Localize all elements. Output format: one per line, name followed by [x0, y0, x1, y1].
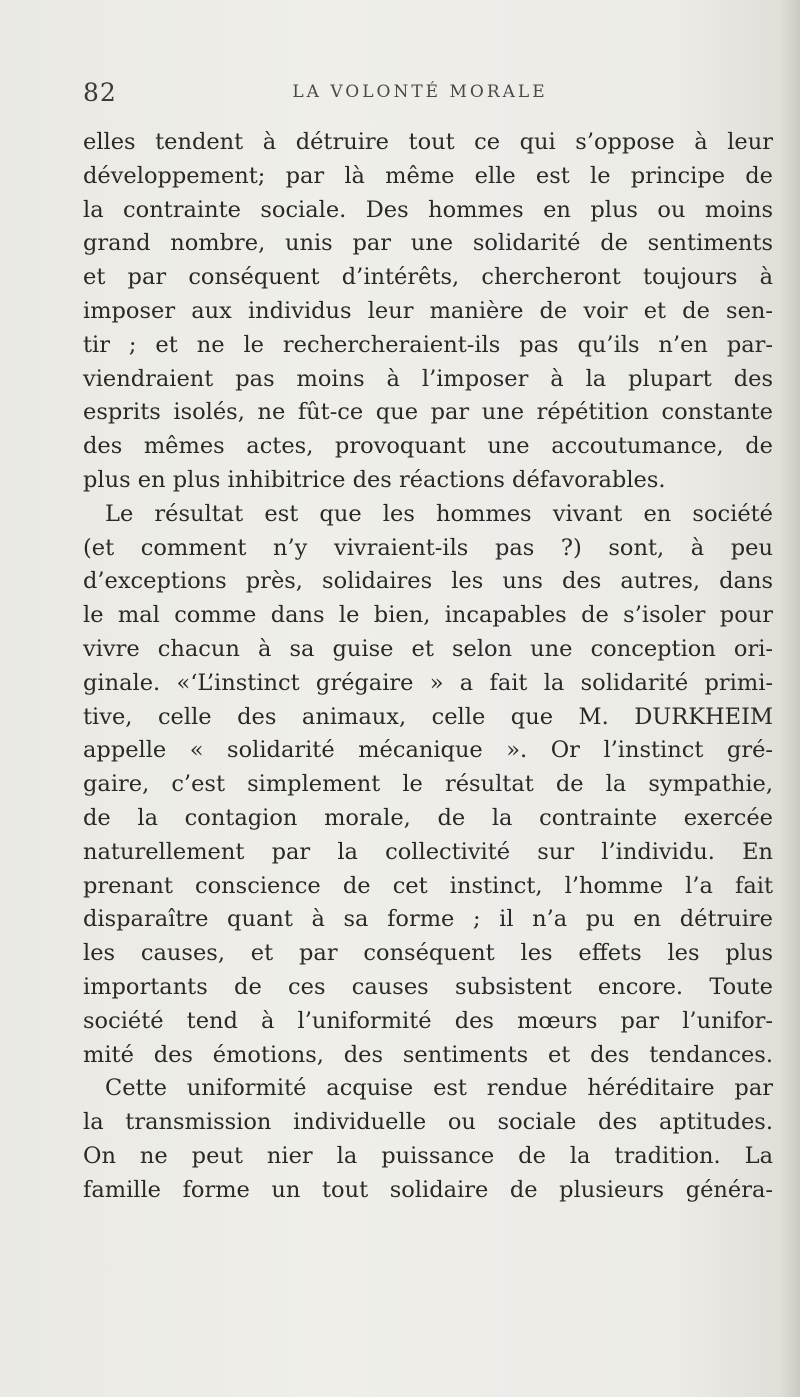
page-edge-shadow [780, 0, 800, 1397]
text-line: grand nombre, unis par une solidarité de sentiments [83, 230, 773, 257]
text-line: et par conséquent d’intérêts, chercheront toujours à [83, 264, 773, 291]
text-line: vivre chacun à sa guise et selon une conception ori- [83, 635, 773, 662]
text-line: famille forme un tout solidaire de plusieurs généra- [83, 1176, 773, 1203]
text-line: elles tendent à détruire tout ce qui s’oppose à leur [83, 129, 773, 155]
text-line: la transmission individuelle ou sociale des aptitudes. [83, 1109, 773, 1136]
text-line: la contrainte sociale. Des hommes en plus ou moins [83, 196, 773, 223]
text-line: société tend à l’uniformité des mœurs par l’unifor- [83, 1007, 773, 1034]
running-title: LA VOLONTÉ MORALE [292, 82, 548, 102]
text-line: disparaître quant à sa forme ; il n’a pu en détruire [83, 906, 773, 933]
text-line: Cette uniformité acquise est rendue héréditaire par [105, 1075, 773, 1102]
text-line: imposer aux individus leur manière de voir et de sen- [83, 297, 773, 324]
text-line: développement; par là même elle est le principe de [83, 162, 773, 189]
text-line: de la contagion morale, de la contrainte exercée [83, 804, 773, 831]
text-line: esprits isolés, ne fût-ce que par une répétition constante [83, 399, 773, 426]
text-line: appelle « solidarité mécanique ». Or l’instinct gré- [83, 737, 773, 764]
paragraph-start-line: Le résultat est que les hommes vivant en société [105, 500, 773, 527]
text-line: viendraient pas moins à l’imposer à la plupart des [83, 365, 773, 392]
running-head [0, 78, 800, 106]
text-line: d’exceptions près, solidaires les uns des autres, dans [83, 568, 773, 595]
text-line: le mal comme dans le bien, incapables de s’isoler pour [83, 602, 773, 629]
text-line: naturellement par la collectivité sur l’individu. En [83, 838, 773, 865]
text-line: des mêmes actes, provoquant une accoutumance, de [83, 433, 773, 460]
text-line: tir ; et ne le rechercheraient-ils pas qu’ils n’en par- [83, 331, 773, 358]
page-number: 82 [83, 78, 117, 107]
text-line: On ne peut nier la puissance de la tradition. La [83, 1142, 773, 1169]
body-text [83, 126, 773, 1208]
text-line: mité des émotions, des sentiments et des tendances. [83, 1041, 773, 1068]
text-line: les causes, et par conséquent les effets les plus [83, 940, 773, 967]
text-line: prenant conscience de cet instinct, l’homme l’a fait [83, 872, 773, 899]
text-line: plus en plus inhibitrice des réactions défavorables. [83, 466, 666, 493]
text-line: ginale. «‘L’instinct grégaire » a fait la solidarité primi- [83, 669, 773, 696]
text-line: (et comment n’y vivraient-ils pas ?) sont, à peu [83, 534, 773, 561]
text-line: tive, celle des animaux, celle que M. DURKHEIM [83, 703, 773, 730]
text-line: importants de ces causes subsistent encore. Toute [83, 973, 773, 1000]
text-line: gaire, c’est simplement le résultat de la sympathie, [83, 771, 773, 798]
